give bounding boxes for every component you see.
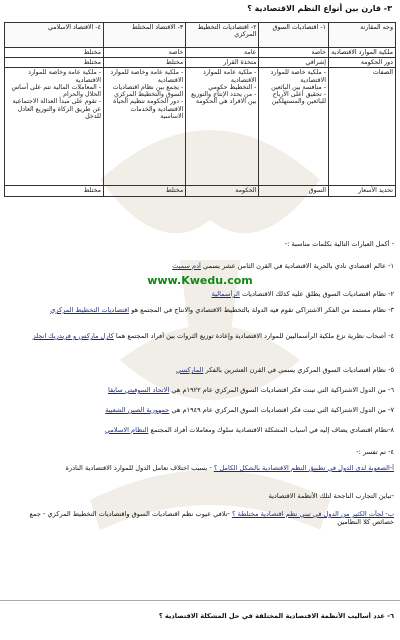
table-header: وجه المقارنة [329, 23, 396, 48]
interpret-heading: ٤- تم تفسر :- [356, 448, 394, 456]
table-row [5, 186, 396, 196]
table-cell: السوق [259, 186, 329, 196]
table-cell: تحديد الأسعار [329, 186, 396, 196]
item-text: ٣- نظام مستمد من الفكر الاشتراكي تقوم فيه الدولة بالتخطيط الاقتصادي والانتاج في المجتمع هو [131, 306, 394, 314]
table-cell: مختلط [104, 186, 186, 196]
item-answer: الاتحاد السوفيتي سابقا [107, 386, 170, 394]
list-item [6, 262, 394, 270]
table-row [5, 48, 396, 58]
table-header-row [5, 23, 396, 48]
item-text: ٨-نظام اقتصادي يضاف إليه في أسباب المشكلة الاقتصادية سلوك ومعاملات أفراد المجتمع [150, 426, 394, 434]
table-row [5, 58, 396, 68]
item-answer: اقتصاديات التخطيط المركزي [50, 306, 130, 314]
table-cell: ملكية الموارد الاقتصادية [329, 48, 396, 58]
interpret-answer: -تلافي عيوب نظم اقتصاديات السوق واقتصاديات التخطيط المركزي - جمع خصائص كلا النظامين [29, 510, 394, 527]
table-cell: مختلط [5, 48, 104, 58]
table-cell: خاصة [104, 48, 186, 58]
table-cell: دور الحكومة [329, 58, 396, 68]
item-text: ٦- من الدول الاشتراكية التي تبنت فكر اقتصاديات السوق المركزي عام ١٩٢٢م هي [171, 386, 394, 394]
table-header: ١- اقتصاديات السوق [259, 23, 329, 48]
question-6-heading: ٦- عدد أساليب الأنظمة الاقتصادية المختلفة في حل المشكلة الاقتصادية ؟ [158, 612, 394, 620]
table-cell: - ملكية عامة للموارد الاقتصادية - التخطيط حكومي - من يحدد الإنتاج والتوزيع بين الافراد هي الحكومة [186, 68, 259, 186]
table-cell: الصفات [329, 68, 396, 186]
table-cell: مختلط [5, 186, 104, 196]
list-item [6, 426, 394, 434]
table-header: ٤- الاقتصاد الاسلامي [5, 23, 104, 48]
item-text: ٤- أصحاب نظرية نزع ملكية الرأسماليين للموارد الاقتصادية وإعادة توزيع الثروات بين أفراد المجتمع هما [115, 332, 394, 340]
table-cell: - ملكية خاصة للموارد الاقتصادية - منافسة بين البائعين - تحقيق أعلى الأرباح للبائعين والمستهلكين [259, 68, 329, 186]
interpret-answer: - بسبب اختلاف تعامل الدول للموارد الاقتصادية النادرة [65, 464, 212, 472]
question-6-block [6, 612, 394, 632]
list-item [6, 464, 394, 472]
interpret-answer-2: -تباين التجارب الناجحة لتلك الأنظمة الاقتصادية [268, 492, 394, 500]
table-cell: مختلط [104, 58, 186, 68]
table-row [5, 68, 396, 186]
item-answer: آدم سميث [172, 262, 201, 270]
table-cell: إشرافي [259, 58, 329, 68]
item-text: ٥- نظام اقتصاديات السوق المركزي يسمى في القرن العشرين بالفكر [205, 366, 394, 374]
table-cell: مختلط [5, 58, 104, 68]
table-cell: - ملكية عامة وخاصة للموارد الاقتصادية - يجمع بين نظام اقتصاديات السوق والتخطيط المركزي - دور الحكومة تنظيم الحياة الاقتصادية والخدمات الاساسية [104, 68, 186, 186]
list-item [6, 290, 394, 298]
list-item [6, 406, 394, 414]
table-cell: متخذة القرار [186, 58, 259, 68]
interpret-question: ب- لجأت الكثير من الدول في تبني نظم اقتصادية مختلطة ؟ [232, 510, 394, 518]
list-item [6, 510, 394, 526]
list-item [6, 366, 394, 374]
item-answer: جمهورية الصين الشعبية [105, 406, 170, 414]
table-cell: الحكومة [186, 186, 259, 196]
item-answer: الرأسمالية [211, 290, 240, 298]
watermark-url: www.Kwedu.com [147, 274, 253, 287]
item-text: ٢- نظام اقتصاديات السوق يطلق عليه كذلك الاقتصاديات [241, 290, 394, 298]
item-answer: الماركسي [176, 366, 204, 374]
list-item [6, 306, 394, 314]
item-answer: النظام الاسلامي [104, 426, 149, 434]
section-divider [0, 600, 400, 601]
list-item [6, 332, 394, 340]
table-header: ٢- اقتصاديات التخطيط المركزي [186, 23, 259, 48]
table-cell: عامة [186, 48, 259, 58]
table-header: ٣- الاقتصاد المختلط [104, 23, 186, 48]
interpret-question: أ-الصعوبة لدى الدول في تطبيق النظم الاقتصادية بالشكل الكامل ؟ [213, 464, 394, 472]
question-3-heading: ٣- قارن بين أنواع النظم الاقتصادية ؟ [247, 4, 392, 13]
item-text: ١- عالم اقتصادي نادي بالحرية الاقتصادية في القرن الثامن عشر يسمي [202, 262, 394, 270]
table-cell: - ملكية عامة وخاصة للموارد الاقتصادية - المعاملات المالية تتم على أساس الحلال والحرام - تقوم على مبدأ العدالة الاجتماعية عن طريق الزكاة والتوزيع العادل للدخل [5, 68, 104, 186]
comparison-table [4, 22, 396, 197]
complete-title: - أكمل العبارات التالية بكلمات مناسبة :- [284, 240, 394, 248]
table-cell: خاصة [259, 48, 329, 58]
list-item [6, 386, 394, 394]
item-answer: كارل ماركس و فريدريك انجلز [32, 332, 114, 340]
complete-section [6, 240, 394, 570]
item-text: ٧- من الدول الاشتراكية التي تبنت فكر اقتصاديات السوق المركزي عام ١٩٤٩م هي [171, 406, 394, 414]
